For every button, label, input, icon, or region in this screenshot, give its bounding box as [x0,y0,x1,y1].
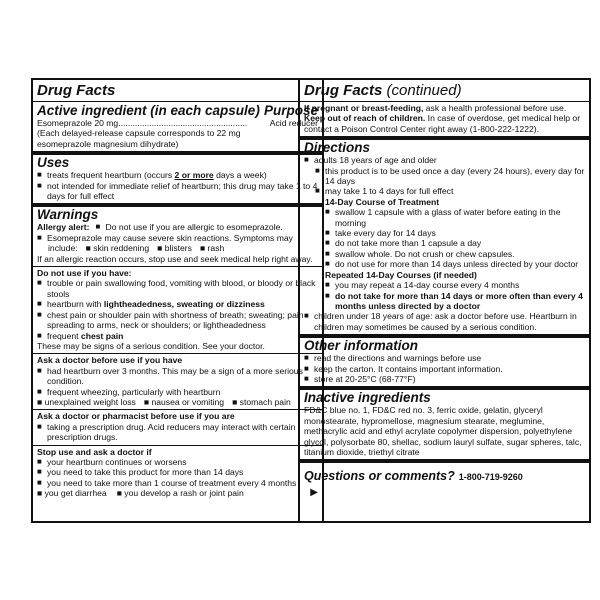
bullet-icon: ■ [325,280,330,290]
pregnancy-warning [304,103,585,113]
list-item [304,155,585,165]
ask-doctor-heading: Ask a doctor before use if you have [37,355,183,366]
list-item [37,299,318,309]
bullet-icon: ■ [37,477,42,487]
direction-text: swallow 1 capsule with a glass of water before eating in the morning [335,207,561,228]
symptom: rash [207,243,225,254]
bullet-icon: ■ [37,456,42,466]
list-item [37,363,318,387]
uses-text: days a week) [213,170,267,181]
list-item [37,278,318,299]
divider [33,353,322,354]
direction-text: take every day for 14 days [335,228,436,239]
warning-text: you need to take this product for more than 14 days [47,467,244,478]
warning-text: frequent [47,330,81,341]
allergy-label: Allergy alert: [37,222,90,233]
warning-text: unexplained weight loss [44,396,136,407]
list-item [37,310,318,331]
list-item [37,181,318,202]
warning-emphasis: lightheadedness, sweating or dizziness [103,299,265,310]
drug-facts-left-panel [31,78,324,523]
bullet-icon: ■ [37,467,42,477]
bullet-icon: ■ [304,311,309,321]
warning-text: your heartburn continues or worsens [47,456,187,467]
bullet-icon: ■ [37,278,42,288]
other-information-heading: Other information [304,338,418,354]
bullet-icon: ■ [325,207,330,217]
bullet-icon: ■ [85,243,91,254]
direction-text: this product is to be used once a day (every 24 hours), every day for 14 days [325,165,585,187]
list-item [37,387,318,397]
direction-text: swallow whole. Do not crush or chew capsules. [335,248,515,259]
info-text: read the directions and warnings before use [314,353,482,364]
warning-text: trouble or pain swallowing food, vomiting with blood, or bloody or black stools [47,278,316,299]
divider [33,409,322,410]
uses-heading: Uses [37,155,70,171]
warning-text: ask a health professional before use. [423,103,567,113]
uses-text: not intended for immediate relief of heartburn; this drug may take 1 to 4 days for full effect [47,180,318,202]
warning-text: you get diarrhea [44,488,107,499]
warning-text: frequent wheezing, particularly with heartburn [47,386,221,397]
list-item [325,280,585,290]
bullet-icon: ■ [325,238,330,248]
direction-text: you may repeat a 14-day course every 4 months [335,280,520,291]
list-item [37,488,318,498]
list-item [37,478,318,488]
allergy-alert [37,222,318,232]
list-item [304,364,585,374]
bullet-icon: ■ [325,248,330,258]
direction-text: may take 1 to 4 days for full effect [325,186,454,197]
divider [300,459,589,463]
symptom: skin reddening [93,243,150,254]
allergic-reaction-text: If an allergic reaction occurs, stop use and seek medical help right away. [37,253,313,264]
include-label: include: [48,243,78,254]
warning-emphasis: If pregnant or breast-feeding, [304,103,424,113]
ingredient-purpose: Acid reducer [269,118,318,128]
warning-emphasis: chest pain [80,330,124,341]
ingredient-name: Esomeprazole 20 mg...................................................... [37,118,248,128]
list-item [37,397,318,407]
list-item [304,353,585,363]
list-item [37,457,318,467]
ingredient-note: (Each delayed-release capsule corresponds to 22 mg esomeprazole magnesium dihydrate) [37,128,241,149]
list-item [325,291,585,312]
list-item [304,311,585,332]
bullet-icon: ■ [325,259,330,269]
symptom: blisters [164,243,192,254]
bullet-icon: ■ [304,353,309,363]
skin-symptoms [48,243,318,253]
divider [33,266,322,267]
list-item [325,259,585,269]
bullet-icon: ■ [304,155,309,165]
title-text: Drug Facts [304,82,383,99]
ingredient-row [37,118,318,128]
bullet-icon: ■ [37,180,42,190]
info-text: store at 20-25°C (68-77°F) [314,373,416,384]
bullet-icon: ■ [325,290,330,300]
warning-text: taking a prescription drug. Acid reducers may interact with certain prescription drugs. [47,421,296,443]
direction-text: children under 18 years of age: ask a doctor before use. Heartburn in children may sometimes be caused by a serious condition. [314,311,577,332]
bullet-icon: ■ [157,243,163,254]
divider [33,445,322,446]
bullet-icon: ■ [232,396,238,407]
do-not-use-heading: Do not use if you have: [37,268,132,279]
list-item [37,467,318,477]
bullet-icon: ■ [37,396,43,407]
ask-pharmacist-heading: Ask a doctor or pharmacist before use if you are [37,411,235,422]
warning-text: you need to take more than 1 course of treatment every 4 months [47,477,297,488]
repeat-course-heading: Repeated 14-Day Courses (if needed) [325,269,477,280]
drug-facts-right-panel [298,78,591,523]
list-item [37,331,318,341]
serious-condition-text: These may be signs of a serious condition. See your doctor. [37,340,265,351]
divider [300,101,589,102]
bullet-icon: ■ [304,363,309,373]
warning-text: In case of overdose, get medical help or contact a Poison Control Center right away (1-800-222-1222). [304,113,581,134]
bullet-icon: ■ [95,222,101,232]
questions-row [304,469,585,483]
bullet-icon: ■ [37,170,42,180]
list-item [325,249,585,259]
direction-emphasis: do not take for more than 14 days or more often than every 4 months unless directed by a doctor [335,290,583,311]
inactive-ingredients-text: FD&C blue no. 1, FD&C red no. 3, ferric oxide, gelatin, glyceryl monostearate, hypromellose, magnesium stearate, meglumine, methacrylic acid and ethyl acrylate copolymer dispersion, polyethylene glycol, polysorbate 80, shellac, sodium lauryl sulfate, sugar spheres, talc, titanium dioxide, triethyl citrate [304,405,582,457]
direction-text: adults 18 years of age and older [314,155,437,166]
bullet-icon: ■ [37,488,43,499]
bullet-icon: ■ [304,373,309,383]
inactive-ingredients-heading: Inactive ingredients [304,390,431,406]
course-heading: 14-Day Course of Treatment [325,196,440,207]
list-item [304,374,585,384]
list-item [315,186,585,196]
list-item [37,170,318,180]
directions-heading: Directions [304,140,371,156]
active-ingredient-header [37,103,318,118]
uses-emphasis: 2 or more [174,170,214,181]
bullet-icon: ■ [315,165,320,175]
direction-text: do not take more than 1 capsule a day [335,238,482,249]
purpose-heading: Purpose [263,103,318,118]
list-item [325,238,585,248]
uses-text: treats frequent heartburn (occurs [47,170,175,181]
list-item [325,228,585,238]
drug-facts-title: Drug Facts [37,82,116,99]
warning-text: had heartburn over 3 months. This may be a sign of a more serious condition. [47,365,303,387]
active-ingredient-heading: Active ingredient (in each capsule) [37,103,260,118]
bullet-icon: ■ [143,396,150,407]
bullet-icon: ■ [116,488,122,499]
list-item [37,233,318,243]
bullet-icon: ■ [325,228,330,238]
bullet-icon: ■ [37,232,42,242]
bullet-icon: ■ [37,309,42,319]
list-item [315,166,585,187]
stop-use-heading: Stop use and ask a doctor if [37,446,152,457]
children-warning [304,113,585,134]
bullet-icon: ■ [37,365,42,375]
warning-text: nausea or vomiting [151,396,225,407]
warning-text: you develop a rash or joint pain [124,488,244,499]
warning-text: chest pain or shoulder pain with shortness of breath; sweating; pain spreading to arms, neck or shoulders; or lightheadedness [47,309,304,331]
warning-text: heartburn with [47,299,104,310]
bullet-icon: ■ [37,386,42,396]
bullet-icon: ■ [315,186,320,196]
warning-emphasis: Keep out of reach of children. [304,113,426,124]
direction-text: do not use for more than 14 days unless directed by your doctor [335,259,579,270]
warnings-heading: Warnings [37,207,99,223]
bullet-icon: ■ [37,421,42,431]
list-item [37,422,318,443]
skin-reaction-text: Esomeprazole may cause severe skin reactions. Symptoms may [47,232,293,243]
bullet-icon: ■ [199,243,206,254]
bullet-icon: ■ [37,299,42,309]
continue-arrow-icon: ▶ [310,487,318,499]
bullet-icon: ■ [37,330,42,340]
title-continued: (continued) [382,82,462,99]
divider [33,101,322,102]
phone-number[interactable]: 1-800-719-9260 [458,472,523,483]
info-text: keep the carton. It contains important information. [314,363,503,374]
allergy-text: Do not use if you are allergic to esomeprazole. [105,222,283,233]
divider [33,151,322,155]
questions-heading: Questions or comments? [304,469,455,484]
drug-facts-continued-title [304,82,585,99]
list-item [325,207,585,228]
warning-text: stomach pain [239,396,291,407]
